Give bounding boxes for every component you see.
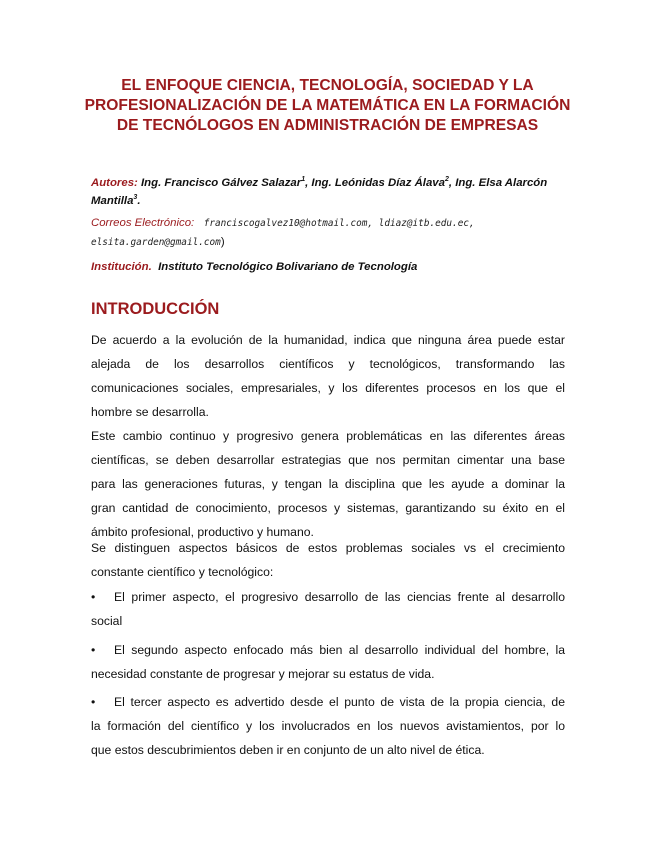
bullet-3-text-1: El tercer aspecto es advertido desde el punto de vista de la propia ciencia, de [114,695,565,709]
emails-label: Correos Electrónico [91,217,192,229]
bullet-2-line-1 [91,638,565,662]
bullet-3-line-2: la formación del científico y los involucrados en los nuevos avistamientos, por lo [91,719,565,733]
author-2-affiliation: 2 [444,176,449,184]
authors-block [91,174,571,210]
p1-line-5: Este cambio continuo y progresivo genera problemáticas en las diferentes áreas [91,429,565,443]
p1-line-9: ámbito profesional, productivo y humano. [91,525,314,539]
bullet-dot-icon: • [91,590,96,604]
paper-title [70,76,585,136]
emails-block [91,214,571,252]
author-3-surname: Mantilla [91,195,134,207]
p1-line-6: científicas, se deben desarrollar estrategias que nos permitan cimentar una base [91,453,565,467]
bullet-item-2 [91,638,565,686]
title-line-1: EL ENFOQUE CIENCIA, TECNOLOGÍA, SOCIEDAD Y LA [121,77,534,94]
bullet-item-1 [91,585,565,633]
emails-line-2: elsita.garden@gmail.com [91,237,221,248]
p1-line-8: gran cantidad de conocimiento, procesos y sistemas, garantizando su éxito en el [91,501,565,515]
bullet-2-text-1: El segundo aspecto enfocado más bien al desarrollo individual del hombre, la [114,643,565,657]
institution-block [91,258,571,276]
p1-line-3: comunicaciones sociales, empresariales, y los diferentes procesos en los que el [91,381,565,395]
author-3: , Ing. Elsa Alarcón [448,177,548,189]
bullet-2-line-2: necesidad constante de progresar y mejorar su estatus de vida. [91,667,435,681]
author-1: Ing. Francisco Gálvez Salazar [141,177,302,189]
section-heading: INTRODUCCIÓN [91,300,220,318]
title-line-2: PROFESIONALIZACIÓN DE LA MATEMÁTICA EN LA FORMACIÓN [84,97,571,114]
p1-line-7: para las generaciones futuras, y tengan la disciplina que les ayude a dominar la [91,477,565,491]
emails-close: ) [220,236,225,248]
author-3-affiliation: 3 [133,194,138,202]
title-line-3: DE TECNÓLOGOS EN ADMINISTRACIÓN DE EMPRESAS [116,117,539,134]
bullet-1-text-1: El primer aspecto, el progresivo desarrollo de las ciencias frente al desarrollo [114,590,565,604]
p2-line-2: constante científico y tecnológico: [91,565,274,579]
author-1-affiliation: 1 [301,176,306,184]
bullet-3-line-1 [91,690,565,714]
institution-label: Institución. [91,261,152,273]
author-2: , Ing. Leónidas Díaz Álava [305,177,445,189]
bullet-3-line-3: que estos descubrimientos deben ir en conjunto de un alto nivel de ética. [91,743,485,757]
paragraph-1 [91,328,565,544]
bullet-item-3 [91,690,565,762]
p1-line-4: hombre se desarrolla. [91,405,209,419]
bullet-dot-icon: • [91,643,96,657]
authors-label: Autores: [91,177,138,189]
paragraph-2 [91,536,565,584]
authors-end: . [137,195,141,207]
bullet-1-line-2: social [91,614,123,628]
bullet-dot-icon: • [91,695,96,709]
institution-name: Instituto Tecnológico Bolivariano de Tecnología [158,261,418,273]
emails-colon: : [191,217,195,229]
p1-line-1: De acuerdo a la evolución de la humanidad, indica que ninguna área puede estar [91,333,565,347]
emails-line-1: franciscogalvez10@hotmail.com, ldiaz@itb.edu.ec, [203,218,475,229]
bullet-1-line-1 [91,585,565,609]
p2-line-1: Se distinguen aspectos básicos de estos problemas sociales vs el crecimiento [91,541,565,555]
p1-line-2: alejada de los desarrollos científicos y tecnológicos, transformando las [91,357,565,371]
